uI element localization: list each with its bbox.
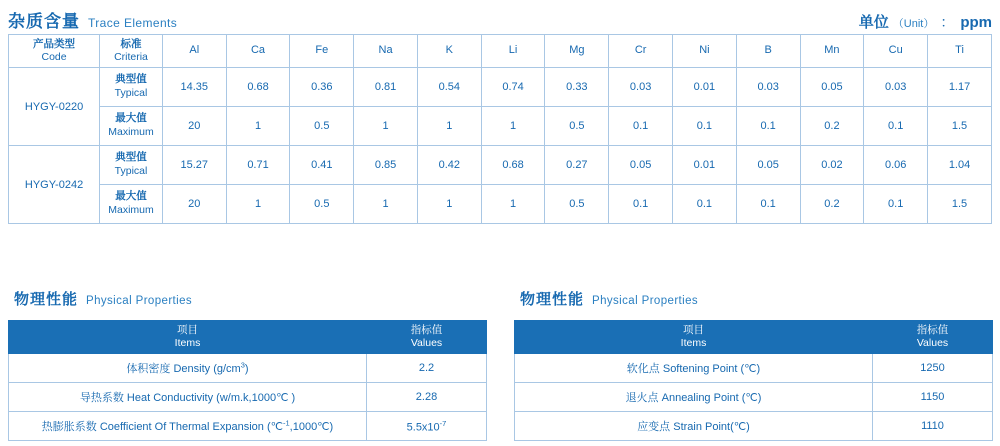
cell-k: 0.42 [417,146,481,185]
table-row [9,68,992,107]
col-header-code [9,35,100,68]
cell-mg: 0.5 [545,185,609,224]
col-header-k-label: K [445,44,453,57]
col-header-criteria-en: Criteria [114,51,148,63]
cell-li: 1 [481,185,545,224]
cell-na: 1 [354,107,418,146]
row-criteria [100,146,163,185]
prop-left-item-value: 2.28 [367,383,487,412]
unit-group [859,11,992,32]
cell-mg: 0.5 [545,107,609,146]
col-header-criteria-cn: 标准 [120,37,142,50]
physical-properties-left-table [8,320,487,441]
col-header-cr-label: Cr [634,44,647,57]
cell-mg: 0.27 [545,146,609,185]
cell-mn: 0.2 [800,185,864,224]
prop-right-items-cn: 项目 [683,323,704,336]
prop-left-values-cn: 指标值 [410,323,443,336]
cell-k: 1 [417,107,481,146]
row-criteria-en: Maximum [108,126,154,138]
trace-table-header-row [9,35,992,68]
prop-right-items-en: Items [680,337,707,349]
table-row [9,185,992,224]
col-header-mg-label: Mg [569,44,585,57]
cell-mg: 0.33 [545,68,609,107]
row-criteria-cn: 典型值 [115,151,147,164]
row-criteria-cn: 最大值 [115,190,147,203]
cell-k: 0.54 [417,68,481,107]
row-criteria-en: Typical [114,165,148,177]
row-criteria-en: Maximum [108,204,154,216]
row-criteria [100,107,163,146]
cell-cu: 0.06 [864,146,928,185]
cell-fe: 0.5 [290,185,354,224]
cell-mn: 0.05 [800,68,864,107]
col-header-li-label: Li [508,44,518,57]
table-row [9,354,487,383]
table-row [515,412,993,441]
col-header-criteria [100,35,163,68]
physical-properties-left [8,288,486,441]
col-header-mn [800,35,864,68]
col-header-al-label: Al [189,44,200,57]
col-header-fe-label: Fe [315,44,329,57]
col-header-al [162,35,226,68]
col-header-ca-label: Ca [250,44,266,57]
trace-elements-table [8,34,992,224]
physical-properties-right [514,288,992,441]
col-header-ti-label: Ti [955,44,964,57]
col-header-mn-label: Mn [824,44,840,57]
cell-mn: 0.2 [800,107,864,146]
cell-ni: 0.1 [673,185,737,224]
col-header-ti [928,35,992,68]
col-header-cu-label: Cu [888,44,903,57]
col-header-code-en: Code [41,51,67,63]
prop-left-items-en: Items [174,337,201,349]
col-header-b [736,35,800,68]
cell-b: 0.03 [736,68,800,107]
table-row [9,107,992,146]
prop-left-title-en: Physical Properties [86,295,193,307]
prop-left-item-value: 2.2 [367,354,487,383]
cell-li: 0.74 [481,68,545,107]
prop-left-header-row [9,321,487,354]
prop-left-item-value: $5.5x10^{-7}$ [367,412,487,441]
col-header-code-cn: 产品类型 [33,37,76,50]
prop-left-title-cn: 物理性能 [14,291,79,308]
row-code-0242: HYGY-0242 [9,146,100,224]
cell-al: 14.35 [162,68,226,107]
cell-ca: 0.68 [226,68,290,107]
row-criteria-cn: 典型值 [115,73,147,86]
row-code-0220: HYGY-0220 [9,68,100,146]
table-row [9,412,487,441]
cell-na: 1 [354,185,418,224]
unit-colon: ： [940,14,955,30]
row-criteria [100,185,163,224]
cell-ca: 0.71 [226,146,290,185]
cell-cr: 0.1 [609,107,673,146]
row-criteria-cn: 最大值 [115,112,147,125]
physical-properties-right-table [514,320,993,441]
trace-title-cn: 杂质含量 [8,12,80,31]
col-header-li [481,35,545,68]
cell-li: 0.68 [481,146,545,185]
col-header-ca [226,35,290,68]
cell-al: 15.27 [162,146,226,185]
prop-right-values-en: Values [916,337,949,349]
trace-title-en: Trace Elements [88,16,178,30]
col-header-na [354,35,418,68]
cell-al: 20 [162,107,226,146]
prop-right-item-value: 1110 [873,412,993,441]
cell-cr: 0.05 [609,146,673,185]
col-header-mg [545,35,609,68]
col-header-fe [290,35,354,68]
table-row [9,146,992,185]
col-header-na-label: Na [378,44,393,57]
cell-ni: 0.1 [673,107,737,146]
cell-cu: 0.1 [864,185,928,224]
col-header-cr [609,35,673,68]
col-header-b-label: B [764,44,772,57]
cell-ti: 1.04 [928,146,992,185]
prop-right-col-items [515,321,873,354]
prop-right-col-values [873,321,993,354]
cell-b: 0.05 [736,146,800,185]
cell-na: 0.81 [354,68,418,107]
col-header-cu [864,35,928,68]
unit-value: ppm [960,14,992,31]
cell-mn: 0.02 [800,146,864,185]
prop-right-values-cn: 指标值 [916,323,949,336]
prop-right-item-label: 退火点 Annealing Point (℃) [515,383,873,412]
cell-b: 0.1 [736,185,800,224]
unit-label-cn: 单位 [858,14,889,31]
cell-ni: 0.01 [673,68,737,107]
table-row [9,383,487,412]
cell-cr: 0.03 [609,68,673,107]
prop-left-item-label: 热膨胀系数 Coefficient Of Thermal Expansion (℃$^{-1}$,1000℃) [9,412,367,441]
cell-fe: 0.5 [290,107,354,146]
trace-title-group [8,7,177,32]
prop-left-col-values [367,321,487,354]
cell-al: 20 [162,185,226,224]
cell-cu: 0.1 [864,107,928,146]
row-criteria [100,68,163,107]
cell-ti: 1.5 [928,185,992,224]
cell-ca: 1 [226,185,290,224]
cell-ni: 0.01 [673,146,737,185]
cell-ti: 1.17 [928,68,992,107]
row-criteria-en: Typical [114,87,148,99]
prop-left-item-label: 体积密度 Density $(g/cm^3)$ [9,354,367,383]
col-header-ni-label: Ni [699,44,710,57]
prop-right-item-label: 软化点 Softening Point (℃) [515,354,873,383]
cell-fe: 0.36 [290,68,354,107]
physical-properties-right-header [514,288,992,312]
cell-ca: 1 [226,107,290,146]
prop-right-title-en: Physical Properties [592,295,699,307]
col-header-k [417,35,481,68]
table-row [515,354,993,383]
cell-li: 1 [481,107,545,146]
prop-right-title-cn: 物理性能 [520,291,585,308]
prop-right-item-value: 1250 [873,354,993,383]
cell-na: 0.85 [354,146,418,185]
prop-right-item-label: 应变点 Strain Point(℃) [515,412,873,441]
cell-cr: 0.1 [609,185,673,224]
prop-left-values-en: Values [410,337,443,349]
prop-right-header-row [515,321,993,354]
table-row [515,383,993,412]
cell-ti: 1.5 [928,107,992,146]
prop-left-item-label: 导热系数 Heat Conductivity (w/m.k,1000℃ ) [9,383,367,412]
cell-fe: 0.41 [290,146,354,185]
trace-elements-header [8,6,992,32]
cell-k: 1 [417,185,481,224]
prop-right-item-value: 1150 [873,383,993,412]
prop-left-items-cn: 项目 [177,323,198,336]
cell-cu: 0.03 [864,68,928,107]
cell-b: 0.1 [736,107,800,146]
prop-left-col-items [9,321,367,354]
physical-properties-left-header [8,288,486,312]
col-header-ni [673,35,737,68]
unit-label-en: （Unit） [892,18,935,30]
